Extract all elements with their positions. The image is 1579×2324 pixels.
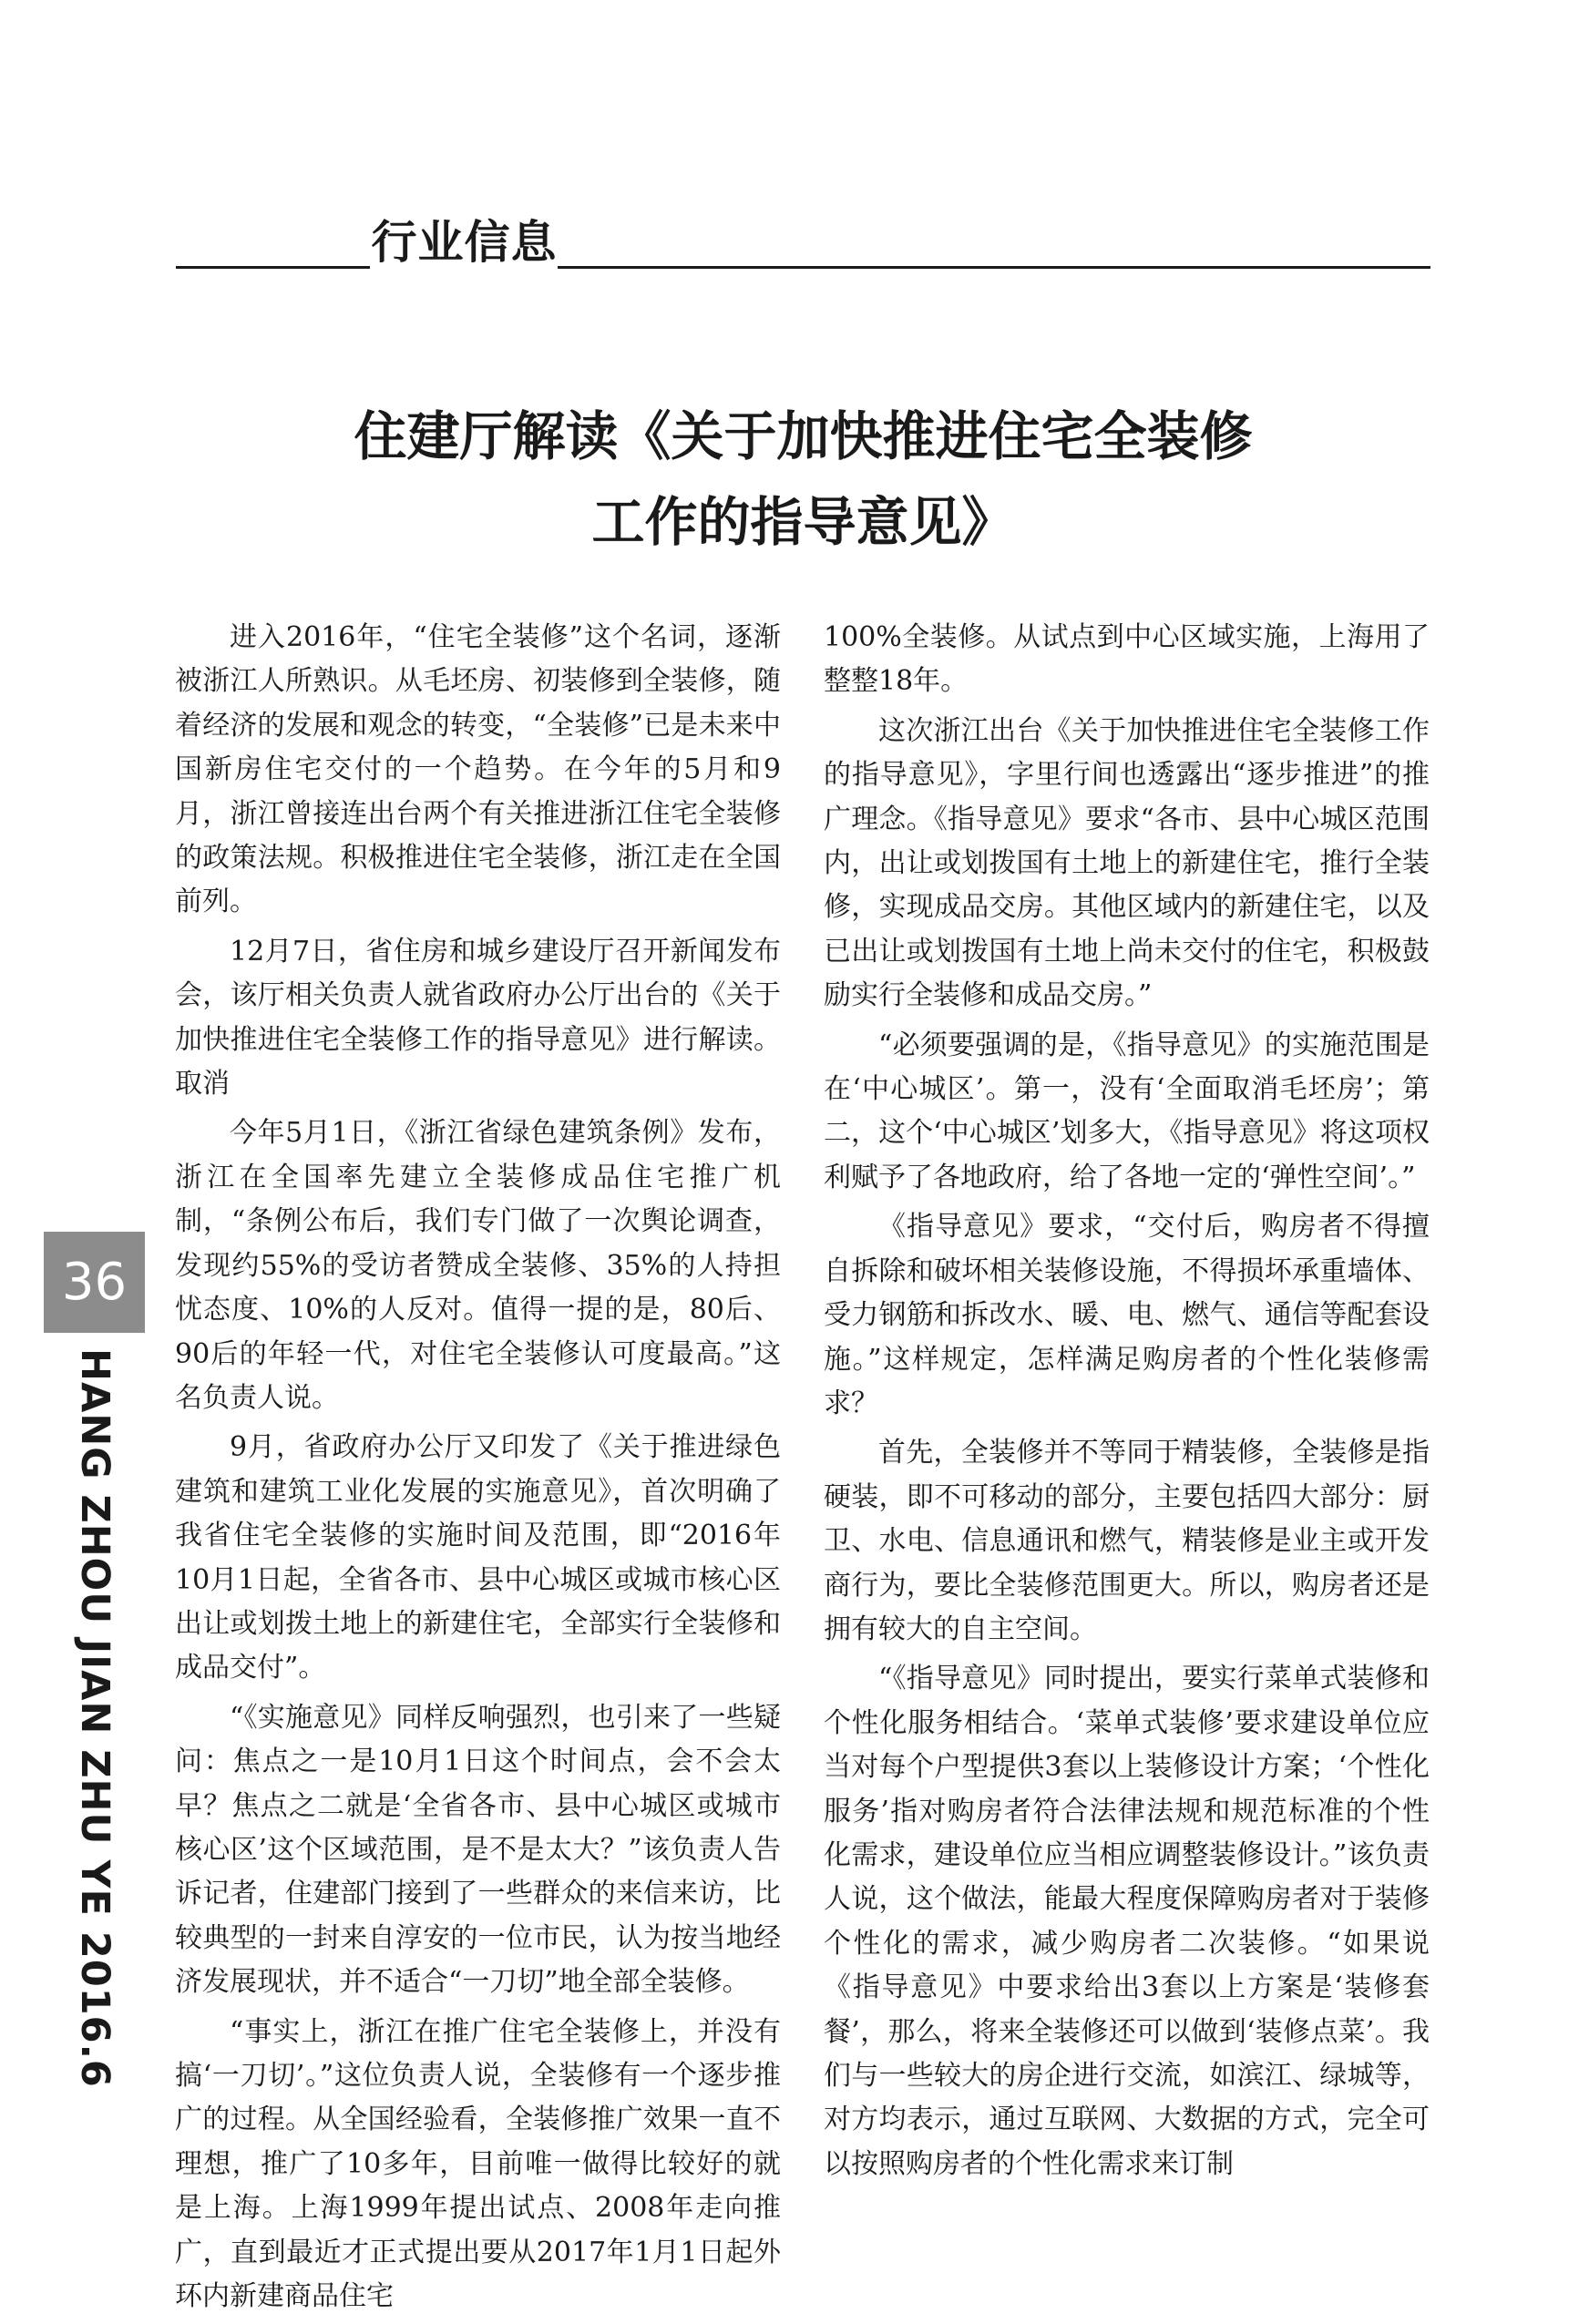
page-number: 36 [44, 1232, 145, 1333]
paragraph: 首先，全装修并不等同于精装修，全装修是指硬装，即不可移动的部分，主要包括四大部分：厨卫、水电、信息通讯和燃气，精装修是业主或开发商行为，要比全装修范围更大。所以，购房者还是拥有较大的自主空间。 [824, 1437, 1430, 1645]
article-column-right [824, 616, 1430, 2192]
paragraph: 进入2016年，“住宅全装修”这个名词，逐渐被浙江人所熟识。从毛坯房、初装修到全装修，随着经济的发展和观念的转变，“全装修”已是未来中国新房住宅交付的一个趋势。在今年的5月和9月，浙江曾接连出台两个有关推进浙江住宅全装修的政策法规。积极推进住宅全装修，浙江走在全国前列。 [175, 621, 781, 918]
article-title [176, 394, 1430, 565]
paragraph-continued: 100%全装修。从试点到中心区域实施，上海用了整整18年。 [824, 621, 1430, 698]
article-title-line-2: 工作的指导意见》 [591, 491, 1015, 553]
paragraph: 今年5月1日，《浙江省绿色建筑条例》发布，浙江在全国率先建立全装修成品住宅推广机制，“条例公布后，我们专门做了一次舆论调查，发现约55%的受访者赞成全装修、35%的人持担忧态度、10%的人反对。值得一提的是，80后、90后的年轻一代，对住宅全装修认可度最高。”这名负责人说。 [175, 1117, 781, 1414]
paragraph: 9月，省政府办公厅又印发了《关于推进绿色建筑和建筑工业化发展的实施意见》，首次明确了我省住宅全装修的实施时间及范围，即“2016年10月1日起，全省各市、县中心城区或城市核心区出让或划拨土地上的新建住宅，全部实行全装修和成品交付”。 [175, 1431, 781, 1684]
section-header [176, 215, 1430, 270]
paragraph: 12月7日，省住房和城乡建设厅召开新闻发布会，该厅相关负责人就省政府办公厅出台的《关于加快推进住宅全装修工作的指导意见》进行解读。取消 [175, 935, 781, 1101]
section-rule-right [558, 266, 1430, 269]
paragraph: “《指导意见》同时提出，要实行菜单式装修和个性化服务相结合。‘菜单式装修’要求建设单位应当对每个户型提供3套以上装修设计方案；‘个性化服务’指对购房者符合法律法规和规范标准的个性化需求，建设单位应当相应调整装修设计。”该负责人说，这个做法，能最大程度保障购房者对于装修个性化的需求，减少购房者二次装修。“如果说《指导意见》中要求给出3套以上方案是‘装修套餐’，那么，将来全装修还可以做到‘装修点菜’。我们与一些较大的房企进行交流，如滨江、绿城等，对方均表示，通过互联网、大数据的方式，完全可以按照购房者的个性化需求来订制 [824, 1663, 1430, 2180]
journal-name: HANG ZHOU JIAN ZHU YE 2016.6 [72, 1348, 118, 2088]
section-rule-left [176, 266, 370, 269]
paragraph: 这次浙江出台《关于加快推进住宅全装修工作的指导意见》，字里行间也透露出“逐步推进”的推广理念。《指导意见》要求“各市、县中心城区范围内，出让或划拨国有土地上的新建住宅，推行全装修，实现成品交房。其他区域内的新建住宅，以及已出让或划拨国有土地上尚未交付的住宅，积极鼓励实行全装修和成品交房。” [824, 714, 1430, 1012]
paragraph: “必须要强调的是，《指导意见》的实施范围是在‘中心城区’。第一，没有‘全面取消毛坯房’；第二，这个‘中心城区’划多大，《指导意见》将这项权利赋予了各地政府，给了各地一定的‘弹性空间’。” [824, 1029, 1430, 1193]
paragraph: “事实上，浙江在推广住宅全装修上，并没有搞‘一刀切’。”这位负责人说，全装修有一个逐步推广的过程。从全国经验看，全装修推广效果一直不理想，推广了10多年，目前唯一做得比较好的就是上海。上海1999年提出试点、2008年走向推广，直到最近才正式提出要从2017年1月1日起外环内新建商品住宅 [175, 2015, 781, 2313]
article-title-line-1: 住建厅解读《关于加快推进住宅全装修 [354, 405, 1253, 467]
paragraph: “《实施意见》同样反响强烈，也引来了一些疑问：焦点之一是10月1日这个时间点，会不会太早？焦点之二就是‘全省各市、县中心城区或城市核心区’这个区域范围，是不是太大？”该负责人告诉记者，住建部门接到了一些群众的来信来访，比较典型的一封来自淳安的一位市民，认为按当地经济发展现状，并不适合“一刀切”地全部全装修。 [175, 1701, 781, 1999]
article-column-left [175, 616, 781, 2324]
paragraph: 《指导意见》要求，“交付后，购房者不得擅自拆除和破坏相关装修设施，不得损坏承重墙体、受力钢筋和拆改水、暖、电、燃气、通信等配套设施。”这样规定，怎样满足购房者的个性化装修需求？ [824, 1211, 1430, 1419]
section-label: 行业信息 [371, 216, 558, 269]
